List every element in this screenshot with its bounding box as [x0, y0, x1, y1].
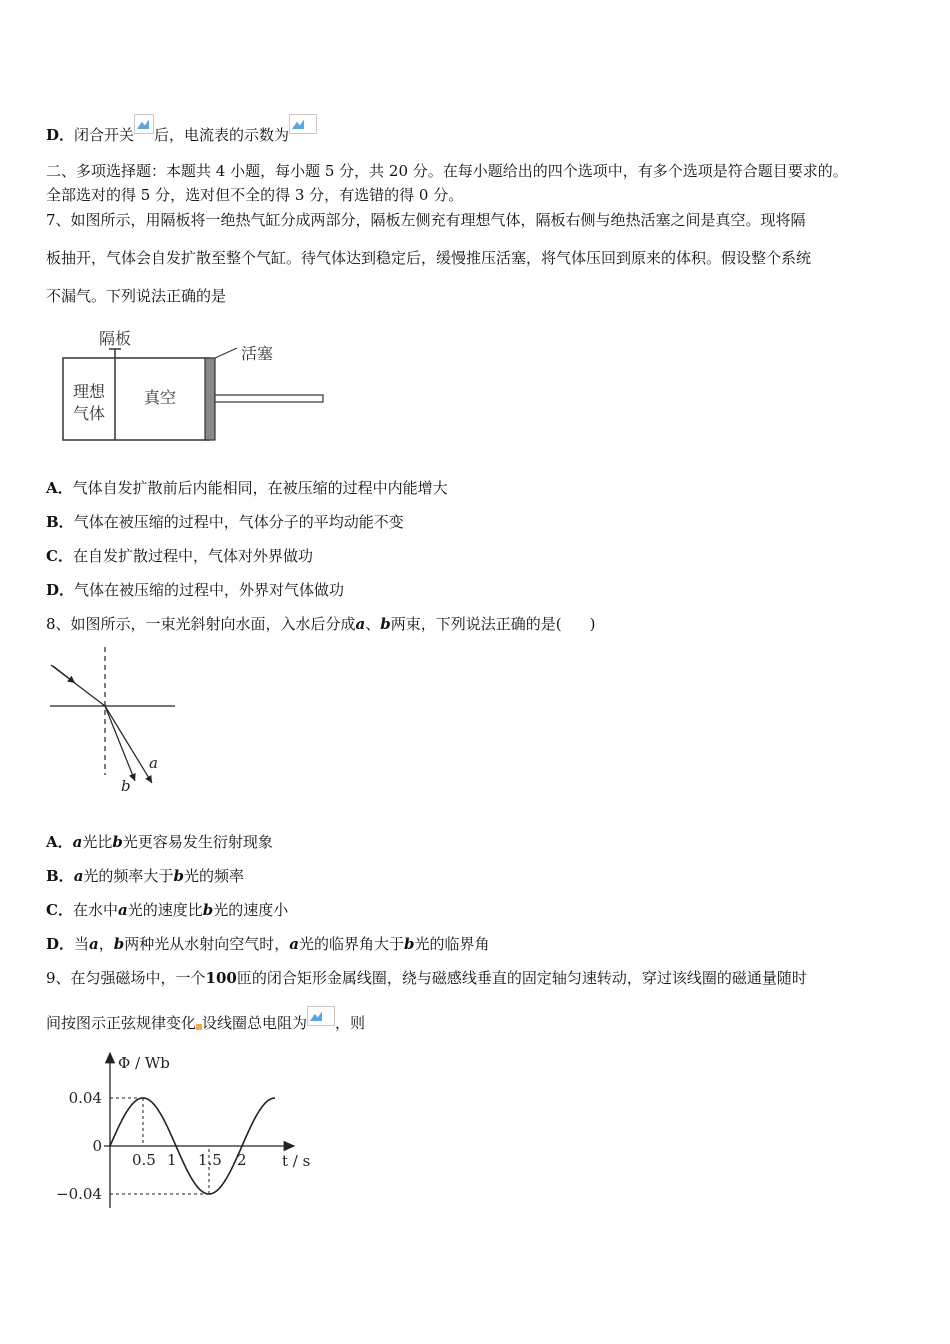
label-gas-1: 理想: [73, 382, 106, 401]
option-text: 光的速度比: [127, 901, 203, 919]
incident-arrow: [53, 666, 75, 683]
option-text: 在水中: [72, 901, 118, 919]
q8-option-d: [46, 934, 490, 954]
q8-option-b: [46, 866, 244, 886]
q7-option-d: [46, 580, 344, 600]
q9-text-2: 设线圈总电阻为: [202, 1014, 308, 1032]
option-text: 光的频率大于: [83, 867, 174, 885]
q9-stem-line1: [46, 968, 807, 988]
x-tick-label: 1.5: [198, 1151, 222, 1169]
option-text: 当: [74, 935, 90, 953]
option-letter: D．: [46, 935, 75, 953]
q9-text: 间按图示正弦规律变化: [46, 1014, 197, 1032]
q8-stem-text: 8、如图所示，一束光斜射向水面，入水后分成: [46, 615, 356, 633]
var: b: [112, 833, 123, 851]
ray-b: [105, 706, 135, 781]
option-text: 光的速度小: [213, 901, 289, 919]
piston-leader: [215, 348, 237, 358]
q7-option-c: [46, 546, 313, 566]
y-tick-label: 0: [92, 1137, 102, 1155]
option-text: 在自发扩散过程中，气体对外界做功: [72, 547, 313, 565]
option-letter: A．: [46, 479, 73, 497]
q7-option-a: [46, 478, 448, 498]
q7-stem-line2: 板抽开，气体会自发扩散至整个气缸。待气体达到稳定后，缓慢推压活塞，将气体压回到原来的体积。假设整个系统: [46, 249, 812, 267]
separator: 、: [365, 615, 381, 633]
option-letter: D．: [46, 126, 75, 144]
var: b: [173, 867, 184, 885]
q7-stem-line3: 不漏气。下列说法正确的是: [46, 287, 227, 305]
option-text: 气体在被压缩的过程中，外界对气体做功: [74, 581, 345, 599]
q8-option-a: [46, 832, 273, 852]
var: a: [73, 867, 84, 885]
option-text: 光的临界角大于: [299, 935, 405, 953]
var: a: [117, 901, 128, 919]
option-letter: C．: [46, 547, 73, 565]
option-text: ，: [98, 935, 114, 953]
var-a: a: [355, 615, 366, 633]
option-letter: B．: [46, 513, 74, 531]
paren-close: ): [589, 615, 596, 633]
var: a: [72, 833, 83, 851]
broken-image-icon: [289, 114, 317, 134]
label-partition: 隔板: [99, 329, 132, 348]
option-text: 闭合开关: [74, 126, 135, 144]
q8-option-c: [46, 900, 288, 920]
var: b: [113, 935, 125, 953]
label-gas-2: 气体: [73, 404, 106, 423]
y-tick-label: −0.04: [56, 1185, 102, 1203]
option-letter: A．: [46, 833, 73, 851]
broken-image-icon: [134, 114, 154, 134]
var: b: [202, 901, 214, 919]
x-tick-label: 2: [237, 1151, 247, 1169]
broken-image-icon: [307, 1006, 335, 1026]
option-letter: D．: [46, 581, 75, 599]
piston: [205, 358, 215, 440]
q9-text-3: ，则: [335, 1014, 366, 1032]
option-text: 光的临界角: [414, 935, 490, 953]
var: b: [404, 935, 415, 953]
option-text: 光的频率: [183, 867, 244, 885]
piston-rod: [215, 395, 323, 402]
q7-cylinder-figure: [55, 325, 335, 447]
q9-stem-line2: [46, 1006, 365, 1033]
label-piston: 活塞: [241, 344, 274, 363]
var-b: b: [380, 615, 391, 633]
option-letter: C．: [46, 901, 73, 919]
label-b: b: [121, 777, 131, 795]
label-a: a: [149, 754, 158, 772]
flux-chart: [52, 1048, 322, 1223]
q8-stem: [46, 614, 596, 634]
option-text: 光比: [82, 833, 113, 851]
q8-refraction-figure: [45, 645, 185, 797]
section-heading-line1: 二、多项选择题：本题共 4 小题，每小题 5 分，共 20 分。在每小题给出的四个选项中，有多个选项是符合题目要求的。: [46, 162, 848, 180]
section-heading-line2: 全部选对的得 5 分，选对但不全的得 3 分，有选错的得 0 分。: [46, 186, 464, 204]
option-letter: B．: [46, 867, 74, 885]
y-axis-label: Φ / Wb: [118, 1054, 170, 1072]
y-tick-label: 0.04: [68, 1089, 102, 1107]
option-text: 两种光从水射向空气时，: [124, 935, 290, 953]
option-text: 光更容易发生衍射现象: [122, 833, 273, 851]
q9-text: 9、在匀强磁场中，一个: [46, 969, 206, 987]
q8-stem-text-2: 两束，下列说法正确的是(: [390, 615, 562, 633]
q7-stem-line1: 7、如图所示，用隔板将一绝热气缸分成两部分，隔板左侧充有理想气体，隔板右侧与绝热活塞之间是真空。现将隔: [46, 211, 806, 229]
label-vacuum: 真空: [144, 388, 177, 407]
option-text: 气体在被压缩的过程中，气体分子的平均动能不变: [73, 513, 404, 531]
x-tick-label: 0.5: [132, 1151, 156, 1169]
x-axis-label: t / s: [282, 1152, 311, 1170]
q6-option-d: [46, 114, 317, 145]
x-tick-label: 1: [167, 1151, 177, 1169]
ray-a: [105, 706, 152, 783]
var: a: [89, 935, 99, 953]
var: a: [289, 935, 300, 953]
option-text: 气体自发扩散前后内能相同，在被压缩的过程中内能增大: [72, 479, 448, 497]
q7-option-b: [46, 512, 404, 532]
turns-number: 100: [205, 969, 237, 987]
option-text-2: 后，电流表的示数为: [154, 126, 290, 144]
q9-text-2: 匝的闭合矩形金属线圈，绕与磁感线垂直的固定轴匀速转动，穿过该线圈的磁通量随时: [236, 969, 807, 987]
